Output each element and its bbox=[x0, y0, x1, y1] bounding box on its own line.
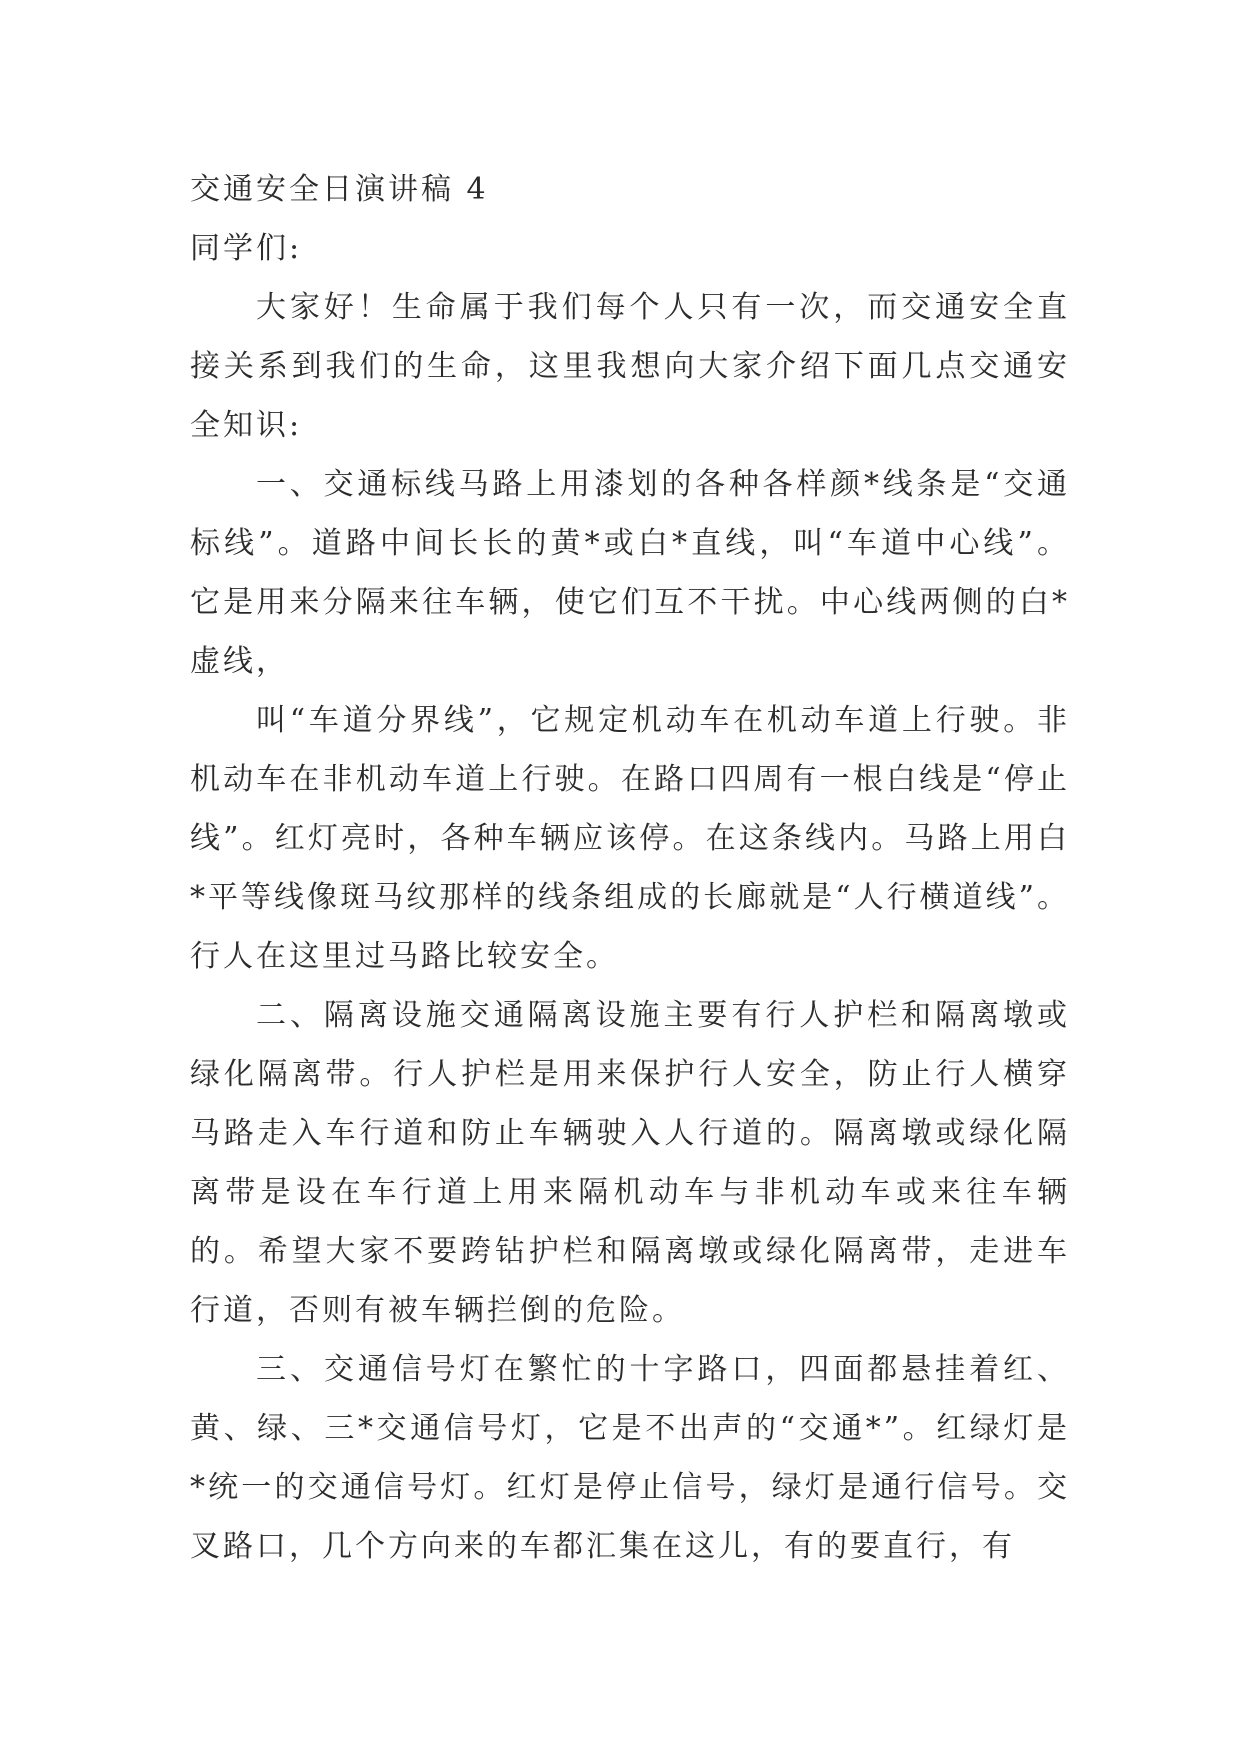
document-body bbox=[190, 160, 1070, 1576]
document-title: 交通安全日演讲稿 4 bbox=[190, 172, 489, 207]
paragraph-isolation-facilities: 二、隔离设施交通隔离设施主要有行人护栏和隔离墩或绿化隔离带。行人护栏是用来保护行人安全，防止行人横穿马路走入车行道和防止车辆驶入人行道的。隔离墩或绿化隔离带是设在车行道上用来隔机动车与非机动车或来往车辆的。希望大家不要跨钻护栏和隔离墩或绿化隔离带，走进车行道，否则有被车辆拦倒的危险。 bbox=[190, 998, 1070, 1328]
paragraph-lane-lines: 叫“车道分界线”，它规定机动车在机动车道上行驶。非机动车在非机动车道上行驶。在路口四周有一根白线是“停止线”。红灯亮时，各种车辆应该停。在这条线内。马路上用白*平等线像斑马纹那样的线条组成的长廊就是“人行横道线”。行人在这里过马路比较安全。 bbox=[190, 703, 1070, 974]
paragraph-traffic-markings: 一、交通标线马路上用漆划的各种各样颜*线条是“交通标线”。道路中间长长的黄*或白*直线，叫“车道中心线”。它是用来分隔来往车辆，使它们互不干扰。中心线两侧的白*虚线， bbox=[190, 467, 1070, 679]
paragraph-traffic-lights: 三、交通信号灯在繁忙的十字路口，四面都悬挂着红、黄、绿、三*交通信号灯，它是不出声的“交通*”。红绿灯是*统一的交通信号灯。红灯是停止信号，绿灯是通行信号。交叉路口，几个方向来的车都汇集在这儿，有的要直行，有 bbox=[190, 1352, 1070, 1564]
paragraph-intro: 大家好！生命属于我们每个人只有一次，而交通安全直接关系到我们的生命，这里我想向大家介绍下面几点交通安全知识: bbox=[190, 290, 1070, 443]
greeting-line: 同学们: bbox=[190, 231, 303, 266]
